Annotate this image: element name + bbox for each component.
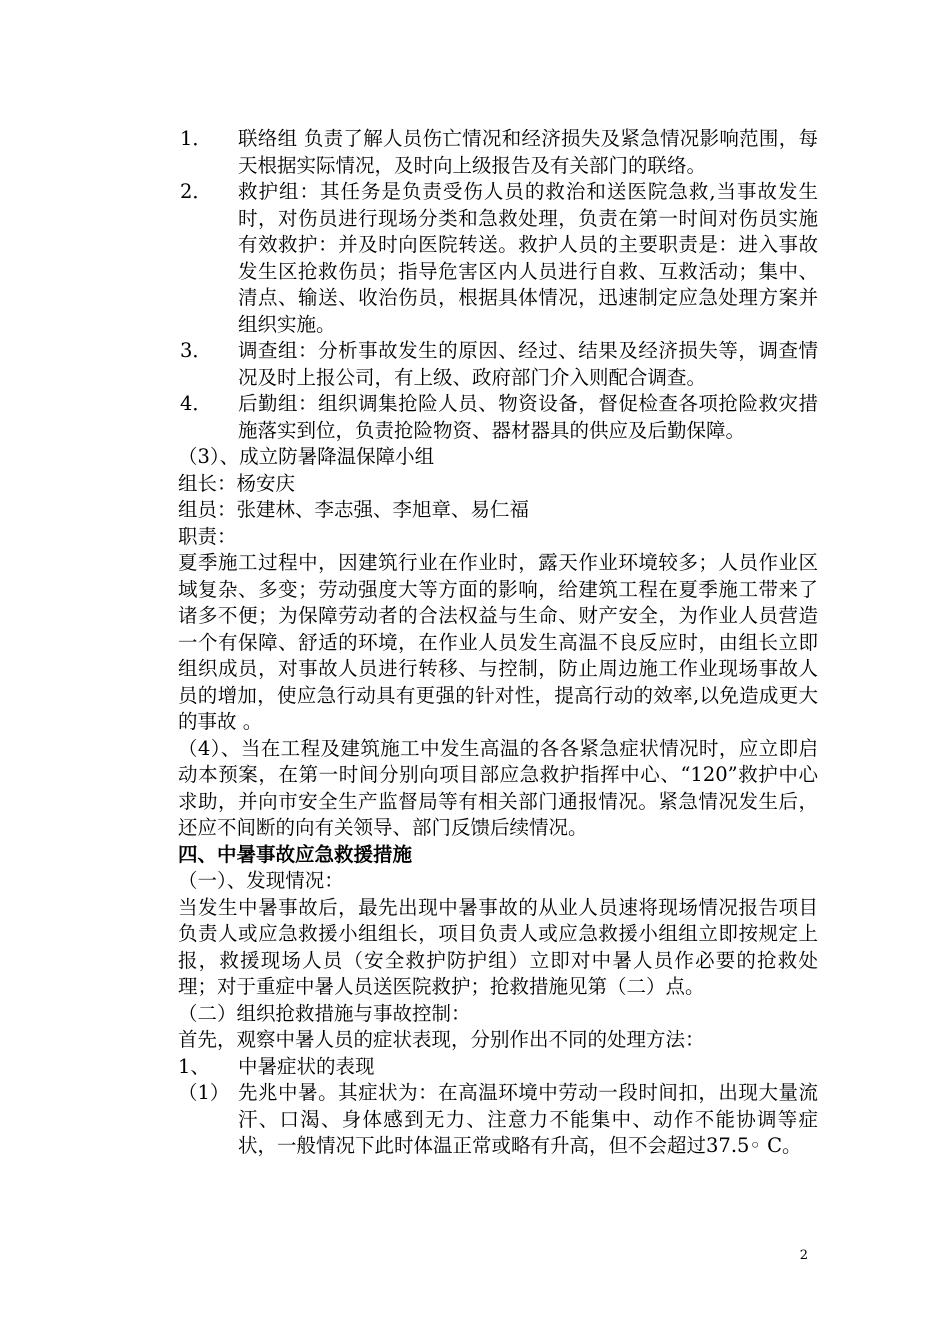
page-number: 2: [799, 1248, 808, 1263]
list-item-investigation-group: [178, 338, 818, 391]
symptom-item: [178, 1080, 818, 1160]
subsection2-title: （二）组织抢救措施与事故控制：: [178, 1001, 471, 1025]
list-number: 2．: [180, 180, 212, 203]
symptoms-title-row: [178, 1054, 818, 1081]
subsection1-title: （一）、发现情况：: [178, 869, 344, 892]
section4-paragraph: （4）、当在工程及建筑施工中发生高温的各各紧急症状情况时，应立即启动本预案，在第一时间分别向项目部应急救护指挥中心、“120”救护中心求助，并向市安全生产监督局等有相关部门通报情况。紧急情况发生后，还应不间断的向有关领导、部门反馈后续情况。: [178, 736, 818, 839]
group-leader: 组长：杨安庆: [178, 471, 296, 495]
section3-title: （3）、成立防暑降温保障小组: [178, 445, 435, 468]
list-item-rescue-group: [178, 179, 818, 338]
symptom-text: 先兆中暑。其症状为：在高温环境中劳动一段时间扣，出现大量流汗、口渴、身体感到无力、注意力不能集中、动作不能协调等症状，一般情况下此时体温正常或略有升高，但不会超过37.5◦ C。: [238, 1081, 818, 1157]
list-item-liaison-group: [178, 126, 818, 179]
list-text: 后勤组：组织调集抢险人员、物资设备，督促检查各项抢险救灾措施落实到位，负责抢险物资、器材器具的供应及后勤保障。: [238, 392, 818, 442]
duty-paragraph: 夏季施工过程中，因建筑行业在作业时，露天作业环境较多；人员作业区域复杂、多变；劳动强度大等方面的影响，给建筑工程在夏季施工带来了诸多不便；为保障劳动者的合法权益与生命、财产安全，为作业人员营造一个有保障、舒适的环境，在作业人员发生高温不良反应时，由组长立即组织成员，对事故人员进行转移、与控制，防止周边施工作业现场事故人员的增加，使应急行动具有更强的针对性，提高行动的效率,以免造成更大的事故 。: [178, 551, 818, 733]
list-text: 调查组：分析事故发生的原因、经过、结果及经济损失等，调查情况及时上报公司，有上级、政府部门介入则配合调查。: [238, 339, 818, 389]
list-text: 联络组 负责了解人员伤亡情况和经济损失及紧急情况影响范围，每天根据实际情况，及时向上级报告及有关部门的联络。: [238, 127, 818, 177]
list-number: 4．: [180, 392, 212, 415]
heading-emergency-rescue: 四、中暑事故应急救援措施: [178, 842, 413, 866]
list-number: 3．: [180, 339, 212, 362]
symptoms-number: 1、: [178, 1054, 210, 1078]
symptoms-title: 中暑症状的表现: [238, 1054, 375, 1078]
list-number: 1．: [180, 127, 212, 150]
subsection1-paragraph: 当发生中暑事故后，最先出现中暑事故的从业人员速将现场情况报告项目负责人或应急救援小组组长，项目负责人或应急救援小组组立即按规定上报，救援现场人员（安全救护防护组）立即对中暑人员作必要的抢救处理；对于重症中暑人员送医院救护；抢救措施见第（二）点。: [178, 895, 818, 998]
duty-label: 职责：: [178, 524, 237, 548]
symptom-number: （1）: [178, 1081, 230, 1104]
document-body: [178, 126, 818, 1160]
subsection2-paragraph: 首先，观察中暑人员的症状表现，分别作出不同的处理方法：: [178, 1028, 705, 1051]
list-item-logistics-group: [178, 391, 818, 444]
list-text: 救护组：其任务是负责受伤人员的救治和送医院急救,当事故发生时，对伤员进行现场分类和急救处理，负责在第一时间对伤员实施有效救护：并及时向医院转送。救护人员的主要职责是：进入事故发生区抢救伤员；指导危害区内人员进行自救、互救活动；集中、清点、输送、收治伤员，根据具体情况，迅速制定应急处理方案并组织实施。: [238, 180, 818, 336]
group-members: 组员：张建林、李志强、李旭章、易仁福: [178, 498, 530, 521]
